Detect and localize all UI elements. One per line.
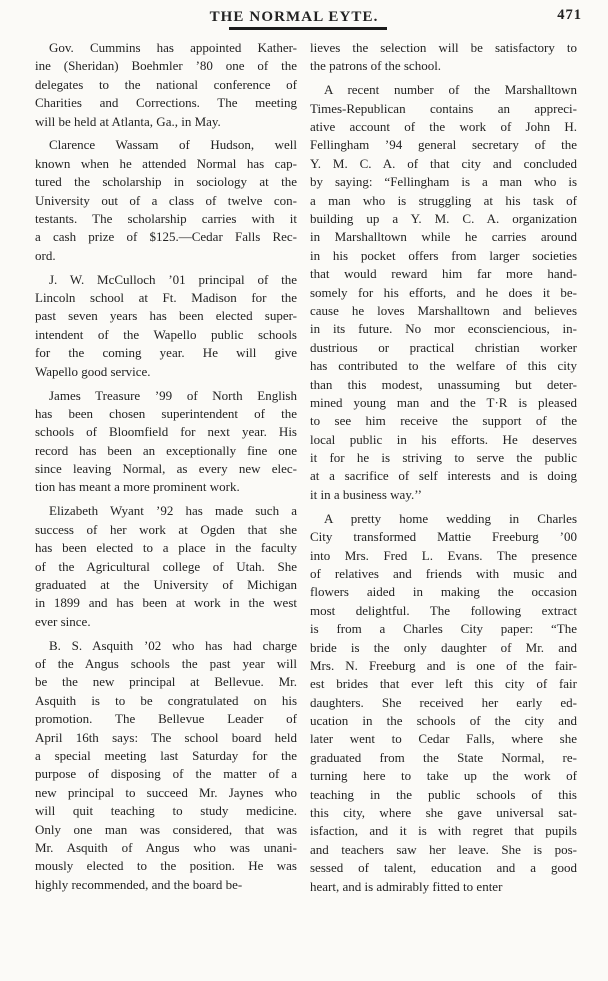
text-line: record has been an exceptionally fine one	[35, 442, 297, 458]
text-line: daughters. She received her early ed-	[310, 694, 577, 710]
text-line: will quit teaching to study medicine.	[35, 803, 297, 819]
text-line: mined young man and the T·R is pleased	[310, 394, 577, 410]
text-line: in his pocket offers from larger societies	[310, 247, 577, 263]
text-line: for the coming year. He will give	[35, 345, 297, 361]
text-line: the patrons of the school.	[310, 58, 442, 74]
text-line: ever since.	[35, 613, 91, 629]
text-line: by saying: “Fellingham is a man who is	[310, 174, 577, 190]
text-line: ine (Sheridan) Boehmler ’80 one of the	[35, 58, 297, 74]
text-line: Asquith is to be congratulated on his	[35, 692, 297, 708]
text-line: delegates to the national conference of	[35, 76, 297, 92]
text-line: into Mrs. Fred L. Evans. The presence	[310, 547, 577, 563]
text-line: flowers aided in making the occasion	[310, 584, 577, 600]
text-line: has been chosen superintendent of the	[35, 405, 297, 421]
text-line: Mrs. N. Freeburg and is one of the fair-	[310, 657, 577, 673]
text-line: in Marshalltown while he carries around	[310, 229, 577, 245]
text-line: a man who is struggling at his task of	[310, 192, 577, 208]
paragraph	[310, 81, 577, 504]
text-line: Elizabeth Wyant ’92 has made such a	[49, 503, 297, 519]
text-line: a cash prize of $125.—Cedar Falls Rec-	[35, 229, 297, 245]
text-line: testants. The scholarship carries with it	[35, 211, 297, 227]
text-line: be the new principal at Bellevue. Mr.	[35, 674, 297, 690]
text-line: graduated at the University of Michigan	[35, 576, 297, 592]
text-line: cause he loves Marshalltown and believes	[310, 302, 577, 318]
text-line: in 1899 and has been at work in the west	[35, 595, 297, 611]
text-line: it in a business way.’’	[310, 486, 422, 502]
text-line: has contributed to the welfare of this city	[310, 358, 577, 374]
text-line: graduated from the State Normal, re-	[310, 749, 577, 765]
text-line: Mr. Asquith of Angus who was unani-	[35, 839, 297, 855]
text-line: that would reward him far more hand-	[310, 266, 577, 282]
text-line: at a sacrifice of self interests and is doing	[310, 468, 577, 484]
text-line: Lincoln school at Ft. Madison for the	[35, 290, 297, 306]
column-right	[310, 39, 577, 896]
text-line: somely for his efforts, and he does it be-	[310, 284, 577, 300]
text-line: James Treasure ’99 of North English	[49, 387, 297, 403]
text-line: schools of Bloomfield for next year. His	[35, 424, 297, 440]
text-line: it for he is striving to serve the public	[310, 450, 577, 466]
text-line: and teachers saw her leave. She is pos-	[310, 841, 577, 857]
page-number: 471	[557, 7, 582, 23]
text-line: purpose of disposing of the matter of a	[35, 766, 297, 782]
text-line: to see him receive the support of the	[310, 413, 577, 429]
text-line: will be held at Atlanta, Ga., in May.	[35, 113, 221, 129]
text-line: this city, where she gave universal sat-	[310, 805, 577, 821]
text-line: building up a Y. M. C. A. organization	[310, 211, 577, 227]
column-left	[35, 39, 297, 896]
paragraph	[35, 136, 297, 265]
title-underline	[229, 27, 387, 30]
text-line: of the Agricultural college of Utah. She	[35, 558, 297, 574]
text-line: Fellingham ’94 general secretary of the	[310, 137, 577, 153]
paragraph	[35, 271, 297, 381]
text-line: mously elected to the position. He was	[35, 858, 297, 874]
text-line: in its future. No mor econsciencious, in-	[310, 321, 577, 337]
text-line: intendent of the Wapello public schools	[35, 326, 297, 342]
text-line: tured the scholarship in sociology at the	[35, 174, 297, 190]
paragraph	[310, 510, 577, 896]
text-line: than this modest, unassuming but deter-	[310, 376, 577, 392]
text-line: past seven years has been elected super-	[35, 308, 297, 324]
text-line: Clarence Wassam of Hudson, well	[49, 137, 297, 153]
text-line: later went to Cedar Falls, where she	[310, 731, 577, 747]
text-line: ord.	[35, 247, 56, 263]
text-line: Charities and Corrections. The meeting	[35, 95, 297, 111]
text-line: J. W. McCulloch ’01 principal of the	[49, 271, 297, 287]
text-line: Wapello good service.	[35, 363, 151, 379]
text-line: dustrious or practical christian worker	[310, 339, 577, 355]
text-line: isfaction, and it is with regret that pupils	[310, 823, 577, 839]
paragraph	[35, 39, 297, 131]
text-line: University out of a class of twelve con-	[35, 192, 297, 208]
text-line: is from a Charles City paper: “The	[310, 621, 577, 637]
text-line: City transformed Mattie Freeburg ’00	[310, 529, 577, 545]
text-line: lieves the selection will be satisfactory to	[310, 40, 577, 55]
text-line: A pretty home wedding in Charles	[324, 510, 577, 526]
text-line: since leaving Normal, as every new elec-	[35, 461, 297, 477]
text-line: ative account of the work of John H.	[310, 119, 577, 135]
page-header	[0, 0, 608, 35]
text-line: Times-Republican contains an appreci-	[310, 100, 577, 116]
page-title: THE NORMAL EYTE.	[209, 9, 379, 25]
text-line: heart, and is admirably fitted to enter	[310, 878, 503, 894]
text-line: local public in his efforts. He deserves	[310, 431, 577, 447]
text-line: success of her work at Ogden that she	[35, 521, 297, 537]
text-line: A recent number of the Marshalltown	[324, 82, 577, 98]
text-line: a special meeting last Saturday for the	[35, 747, 297, 763]
paragraph	[35, 502, 297, 631]
paragraph	[35, 387, 297, 497]
text-line: teaching in the public schools of this	[310, 786, 577, 802]
text-line: est brides that ever left this city of fair	[310, 676, 577, 692]
text-line: tion has meant a more prominent work.	[35, 479, 240, 495]
text-line: B. S. Asquith ’02 who has had charge	[49, 637, 297, 653]
text-line: ucation in the schools of the city and	[310, 713, 577, 729]
paragraph	[35, 637, 297, 894]
text-line: known when he attended Normal has cap-	[35, 155, 297, 171]
text-line: has been elected to a place in the faculty	[35, 540, 297, 556]
text-line: turning here to take up the work of	[310, 768, 577, 784]
text-line: highly recommended, and the board be-	[35, 876, 243, 892]
text-line: Only one man was considered, that was	[35, 821, 297, 837]
text-line: Gov. Cummins has appointed Kather-	[49, 40, 297, 55]
text-line: bride is the only daughter of Mr. and	[310, 639, 577, 655]
text-line: April 16th says: The school board held	[35, 729, 297, 745]
text-line: promotion. The Bellevue Leader of	[35, 711, 297, 727]
text-line: sessed of talent, education and a good	[310, 860, 577, 876]
text-line: new principal to succeed Mr. Jaynes who	[35, 784, 297, 800]
text-line: of the Angus schools the past year will	[35, 656, 297, 671]
text-line: most delightful. The following extract	[310, 602, 577, 618]
text-line: of relatives and friends with music and	[310, 565, 577, 581]
text-line: Y. M. C. A. of that city and concluded	[310, 155, 577, 171]
paragraph	[310, 39, 577, 76]
text-columns	[0, 35, 608, 896]
